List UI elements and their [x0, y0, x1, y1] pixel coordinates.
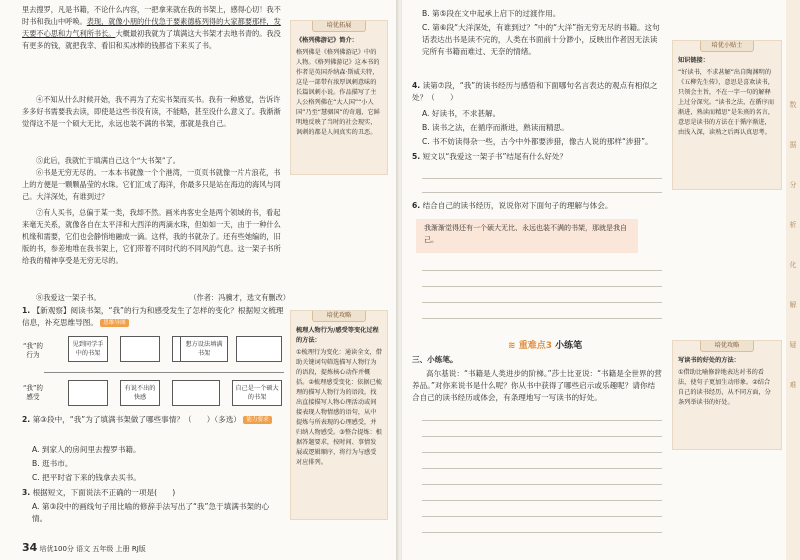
map-box-5[interactable]	[236, 336, 282, 362]
edge-tab-char: 数	[789, 101, 797, 109]
passage-para-7: ⑦有人买书，总偏于某一类，我却不然。画米冉客史全是两个领域的书，看起来毫无关系，就像各自在太平洋和大西洋的两滴水珠，但如如一天，由于一种什么机缘和需要，它们也会静悄地融成一滴。这样，我的书就杂了。还有些她编的，旧版的书，参差地堆在我书架上，它们带着不同时代的不同风韵气息。这一架子书所给我的精神享受是无穷无尽的。	[22, 208, 281, 265]
map-label-feeling: “我”的感受	[22, 384, 44, 401]
writing-line[interactable]	[422, 516, 662, 517]
practice-heading: 三、小练笔。	[412, 355, 458, 364]
sidebar-tag: 培优拓展	[312, 21, 366, 32]
section-heading	[508, 338, 582, 354]
passage-para-3	[22, 4, 282, 52]
edge-tab-char: 化	[789, 261, 797, 269]
sidebar-body: ①借助比喻修辞地表达对书的看法，使句子更加生动形象。②结合自己的读书经历，从不同方面，分条列举读书的好处。	[678, 369, 771, 406]
question-text: 第③段中，“我”为了填满书架做了哪些事情？（ ）（多选）	[32, 415, 241, 424]
edge-tab-char: 分	[789, 181, 797, 189]
ability-chip: 能力要求	[243, 416, 271, 424]
map-label-action: “我”的行为	[22, 342, 44, 359]
map-box-8[interactable]	[172, 380, 220, 406]
q4-option-a[interactable]: A. 好读书，不求甚解。	[422, 109, 501, 118]
q2-option-a[interactable]: A. 到家人的房间里去搜罗书籍。	[32, 445, 141, 454]
q4-option-b[interactable]: B. 读书之法，在循序而渐进，熟读而精思。	[422, 123, 569, 132]
footer-edition: RJ版	[131, 545, 146, 553]
question-number: 4.	[412, 81, 421, 90]
question-text: 读第⑦段，“我”的读书经历与感悟和下面哪句名言表达的观点有相似之处？（ ）	[412, 81, 658, 102]
writing-line[interactable]	[422, 532, 662, 533]
sidebar-heading: 写读书的好处的方法：	[678, 357, 740, 364]
question-6	[412, 200, 662, 212]
question-text: 短文以“我爱这一架子书”结尾有什么好处？	[422, 152, 568, 161]
q3-option-b[interactable]: B. 第⑤段在文中起承上启下的过渡作用。	[422, 9, 561, 18]
question-1	[22, 305, 284, 329]
footer-grade: 五年级	[92, 545, 114, 553]
map-box-1: 见到同学手中的书架	[68, 336, 108, 362]
underlined-sentence: 表现，就像小朋的什伐急于要素德栋列得的大家都要那样，发天要不心思和力气利所书长。	[22, 17, 281, 38]
passage-para-6: ⑥书是无穷无尽的。一本本书就像一个个港湾，一页页书就像一片片浪花，书上的方便是一颗颗晶莹的水珠。它们汇成了海洋，你最多只是站在海边的海风与同己。大洋深处，有谁到过？	[22, 168, 281, 201]
passage-para-4: ④不知从什么时候开始，我不再为了充实书架而买书。我有一种感觉，告诉许多多好书需要我去读，即使是这些书没有读，不能略，甚至没什么意义了。我渐渐觉得这不是一个硕大无比，永远也装不满的书架，那就是我自己。	[22, 95, 281, 128]
passage-text-1c: 大概最初我就为了填满这大书架才去地书青的。我没有更多的钱，就把我幸、看旧和买冰棒的钱都省下来买了书。	[22, 29, 281, 50]
right-edge-tabs	[786, 0, 800, 560]
sidebar-tips	[672, 40, 782, 190]
writing-line[interactable]	[422, 436, 662, 437]
sidebar-writing-strategy	[672, 340, 782, 450]
answer-line[interactable]	[422, 286, 662, 287]
answer-line[interactable]	[422, 192, 662, 193]
map-box-4: 想方设法填满书架	[180, 336, 228, 362]
timeline-arrow	[44, 372, 284, 373]
footer-term: 上册	[115, 545, 130, 553]
passage-text-1: 里去搜罗，凡是书籍，不论什么内容，一把拿来就在我的书架上，感得心切！我不时书和我山中呼唤。	[22, 5, 281, 26]
page-footer	[22, 541, 146, 554]
sidebar-body: ①梳理行为变化：通读全文，借助关键词句筛选描写人物行为的语段，提炼核心动作并概括。②梳理感受变化：依据已梳理的描写人物行为的语段，找出直接描写人物心理活动或间接表现人物情感的语句，从中提炼与所表现的心理感受，并归纳人物感受。③整合提炼：根据答题要求，按时间、事情发展或逻辑顺序，将行为与感受对应排列。	[296, 349, 382, 466]
answer-line[interactable]	[422, 178, 662, 179]
sidebar-tag: 培优小贴士	[700, 41, 754, 52]
question-2	[22, 414, 284, 426]
question-number: 6.	[412, 201, 421, 210]
page-number: 34	[22, 541, 38, 554]
mind-map-chip: 思维导图	[100, 319, 128, 327]
sidebar-extension	[290, 20, 388, 175]
footer-subject: 语文	[76, 545, 91, 553]
left-page	[0, 0, 398, 560]
edge-tab-char: 解	[789, 301, 797, 309]
answer-line[interactable]	[422, 270, 662, 271]
wave-icon: ≋	[508, 341, 516, 351]
sidebar-heading: 梳理人物行为/感受等变化过程的方法：	[296, 327, 379, 344]
map-box-6[interactable]	[68, 380, 108, 406]
map-box-7: 有说不出的快感	[120, 380, 160, 406]
answer-line[interactable]	[422, 318, 662, 319]
quote-box: 我渐渐觉得还有一个硕大无比、永远也装不满的书架，那就是我自己。	[416, 219, 638, 253]
writing-line[interactable]	[422, 420, 662, 421]
question-4	[412, 80, 662, 104]
footer-series: 培优100分	[39, 545, 74, 553]
passage-credit: （作者：冯骥才，选文有删改）	[189, 293, 290, 302]
question-number: 5.	[412, 152, 421, 161]
section-title: 小练笔	[555, 341, 583, 351]
edge-tab-char: 据	[789, 141, 797, 149]
question-number: 2.	[22, 415, 31, 424]
edge-tab-char: 疑	[789, 341, 797, 349]
sidebar-heading: 《格列佛游记》简介：	[296, 37, 358, 44]
sidebar-body: “好读书，不求甚解”出自陶渊明的《五柳先生传》，意思是喜欢读书，只领会主旨，不在一字一句的解释上过分深究。“读书之法，在循序而渐进，熟读而精思”是朱熹的名言，意思是读书的方法在于循序渐进，由浅入深，读熟之后再认真思考。	[678, 69, 775, 136]
question-text: 结合自己的读书经历，说说你对下面句子的理解与体会。	[422, 201, 613, 210]
writing-line[interactable]	[422, 484, 662, 485]
q2-option-b[interactable]: B. 逛书市。	[32, 459, 73, 468]
question-text: 根据短文，下面说法不正确的一项是( )	[32, 488, 176, 497]
sidebar-strategy	[290, 310, 388, 520]
q4-option-c[interactable]: C. 书不妨读得杂一些，古今中外都要涉猎，像古人说的那样“涉猎”。	[422, 137, 653, 146]
question-3	[22, 487, 284, 499]
sidebar-tag: 培优攻略	[700, 341, 754, 352]
q2-option-c[interactable]: C. 把平时省下来的钱拿去买书。	[32, 473, 141, 482]
passage-para-5: ⑤此后，我就忙于填满自己这个“大书架”了。	[36, 156, 180, 165]
question-text: 【新观察】阅读书架，“我”的行为和感受发生了怎样的变化？根据短文梳理信息，补充思维导图。	[22, 306, 284, 327]
right-page	[402, 0, 800, 560]
writing-line[interactable]	[422, 452, 662, 453]
practice-prompt: 高尔基说：“书籍是人类进步的阶梯。”莎士比亚说：“书籍是全世界的营养品。”对你来说书是什么呢？你从书中获得了哪些启示或乐趣呢？请你结合自己的读书经历或体会，有条理地写一写读书的好处。	[412, 369, 662, 402]
passage-para-8: ⑧我爱这一架子书。	[36, 293, 101, 302]
section-label: 重难点3	[518, 341, 552, 351]
q3-option-c[interactable]: C. 第⑥段“大洋深处，有谁到过？”中的“大洋”指无穷无尽的书籍。这句话表达出书是读不完的，人类在书面前十分渺小，反映出作者因无法读完所有书籍而难过、无奈的情绪。	[422, 23, 660, 56]
writing-line[interactable]	[422, 468, 662, 469]
edge-tab-char: 析	[789, 221, 797, 229]
question-5	[412, 151, 662, 163]
map-box-2[interactable]	[120, 336, 160, 362]
q3-option-a[interactable]: A. 第③段中的画线句子用比喻的修辞手法写出了“我”急于填满书架的心情。	[32, 502, 270, 523]
question-number: 3.	[22, 488, 31, 497]
edge-tab-char: 难	[789, 381, 797, 389]
sidebar-heading: 知识链接：	[678, 57, 709, 64]
answer-line[interactable]	[422, 302, 662, 303]
writing-line[interactable]	[422, 500, 662, 501]
map-box-9: 自己是一个硕大的书架	[232, 380, 282, 406]
sidebar-body: 格列佛是《格列佛游记》中的人物。《格列佛游记》这本书的作者是英国乔纳森·斯威夫特，这是一部带有浓厚讽刺意味的长篇讽刺小说。作品描写了主人公格列佛在“大人国”“小人国”乃至“慧骃国”的奇遇，它鲜明地反映了当时的社会现实，讽刺的都是人间真实的丑恶。	[296, 49, 380, 136]
sidebar-tag: 培优攻略	[312, 311, 366, 322]
question-number: 1.	[22, 306, 31, 315]
